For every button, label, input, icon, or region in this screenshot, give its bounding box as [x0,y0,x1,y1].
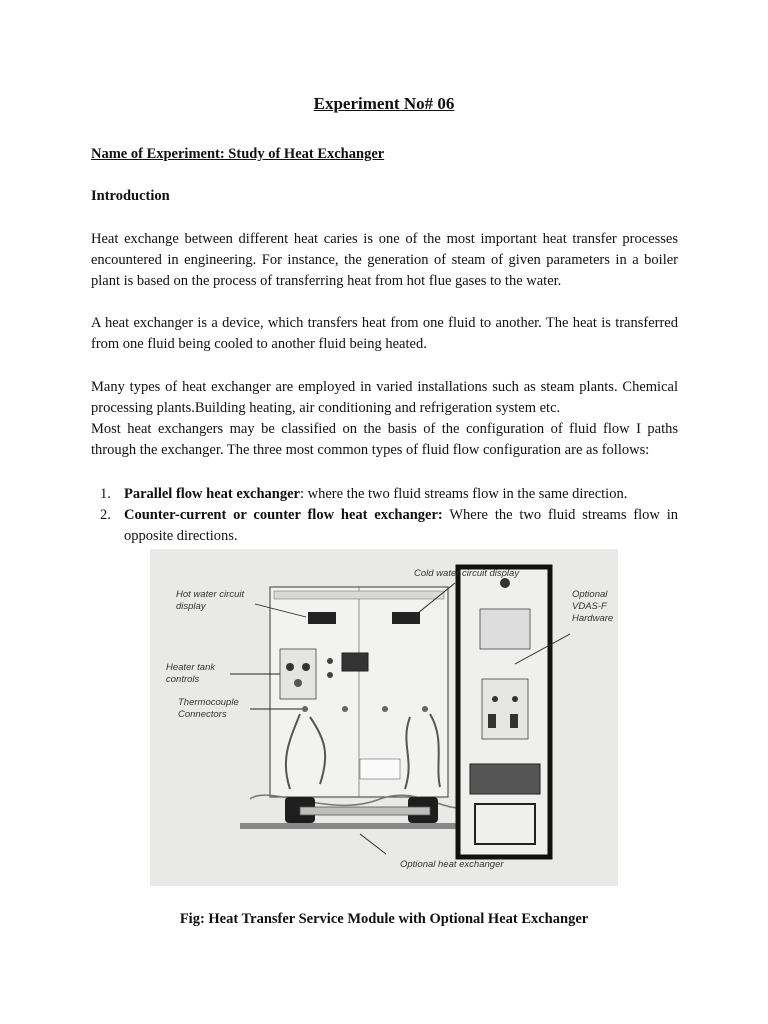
thermocouple-label-line1: Thermocouple [178,697,239,708]
cold-water-label: Cold water circuit display [414,568,520,579]
optional-label-line3: Hardware [572,613,614,624]
paragraph-4: Most heat exchangers may be classified on the basis of the configuration of fluid flow I paths through the exchanger. The three most common types of fluid flow configuration are as follows: [91,421,678,458]
list-term: Parallel flow heat exchanger [124,486,300,502]
list-term: Counter-current or counter flow heat exchanger: [124,507,443,523]
optional-label-line1: Optional [572,589,608,600]
experiment-name-heading: Name of Experiment: Study of Heat Exchanger [91,146,385,162]
heater-label-line2: controls [166,674,200,685]
introduction-heading: Introduction [91,188,170,204]
list-text: : where the two fluid streams flow in the same direction. [299,486,628,502]
paragraph-3: Many types of heat exchanger are employed in varied installations such as steam plants. Chemical processing plants.Building heating, air conditioning and refrigeration system etc. [91,379,678,416]
hot-water-label-line2: display [176,601,206,612]
list-number: 1. [100,486,111,502]
cold-water-display [392,612,420,624]
optional-heat-exchanger [300,807,430,815]
hot-water-label-line1: Hot water circuit [176,589,245,600]
list-text: Where the two fluid streams flow in opposite directions. [124,507,679,544]
list-item [91,505,678,547]
hot-water-display [308,612,336,624]
page-title: Experiment No# 06 [313,94,455,113]
optional-heat-exchanger-label: Optional heat exchanger [400,859,504,870]
paragraph-1: Heat exchange between different heat caries is one of the most important heat transfer processes encountered in engineering. For instance, the generation of steam of given parameters in a boiler plant is based on the process of transferring heat from hot flue gases to the water. [91,231,678,289]
apparatus-illustration [150,549,618,886]
thermocouple-label-line2: Connectors [178,709,227,720]
flow-types-list [91,484,678,547]
list-number: 2. [100,507,111,523]
heater-label-line1: Heater tank [166,662,216,673]
heater-controls-box [280,649,316,699]
paragraph-2: A heat exchanger is a device, which transfers heat from one fluid to another. The heat is transferred from one fluid being cooled to another fluid being heated. [91,315,678,352]
figure-caption: Fig: Heat Transfer Service Module with Optional Heat Exchanger [179,911,589,927]
list-item [91,484,678,505]
heat-exchanger-figure [150,549,618,886]
optional-label-line2: VDAS-F [572,601,607,612]
